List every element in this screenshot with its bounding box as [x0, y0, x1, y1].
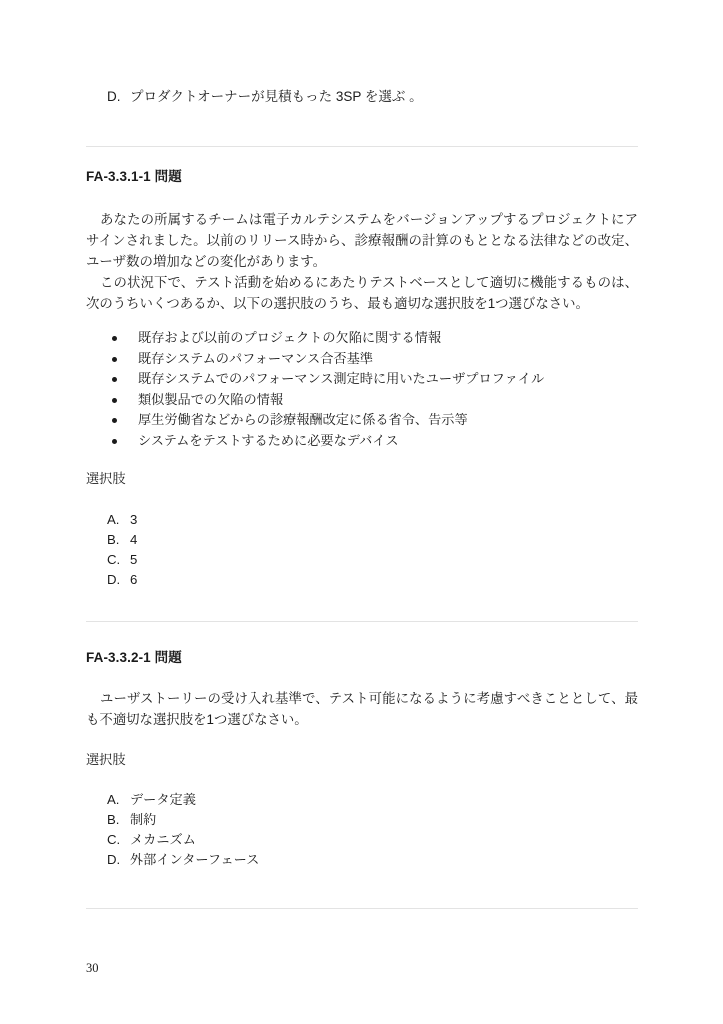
bullet-icon [112, 357, 117, 362]
choice-option-b[interactable] [107, 530, 527, 550]
question-2-paragraph-1: ユーザストーリーの受け入れ基準で、テスト可能になるように考慮すべきこととして、最も不適切な選択肢を1つ選びなさい。 [86, 691, 638, 727]
list-item-label: 厚生労働省などからの診療報酬改定に係る省令、告示等 [138, 412, 468, 427]
choice-option-c[interactable] [107, 550, 527, 570]
choice-label: A. [107, 792, 120, 807]
choice-text: 4 [130, 532, 138, 547]
choice-option-a[interactable] [107, 790, 527, 810]
list-item [112, 431, 632, 452]
choice-option-b[interactable] [107, 810, 527, 830]
list-item [112, 390, 632, 411]
list-item-label: システムをテストするために必要なデバイス [138, 432, 399, 448]
choice-option-a[interactable] [107, 510, 527, 530]
choice-text: 6 [130, 572, 138, 587]
question-1-body [86, 209, 638, 314]
choice-text: データ定義 [130, 792, 196, 807]
choice-option-d[interactable] [107, 570, 527, 590]
question-2-choices-label: 選択肢 [86, 752, 126, 767]
list-item-label: 類似製品での欠陥の情報 [138, 391, 284, 407]
section-divider-middle [86, 621, 638, 622]
choice-label: C. [107, 552, 121, 567]
list-item [112, 349, 632, 370]
question-1-choices-label: 選択肢 [86, 471, 126, 486]
choice-label: D. [107, 852, 121, 867]
choice-text: 外部インターフェース [130, 852, 260, 867]
list-item-label: 既存システムでのパフォーマンス測定時に用いたユーザプロファイル [138, 371, 545, 386]
question-2-body [86, 688, 638, 730]
choice-label: C. [107, 832, 121, 847]
choice-label: D. [107, 572, 121, 587]
list-item-label: 既存および以前のプロジェクトの欠陥に関する情報 [138, 330, 442, 345]
question-1-heading: FA-3.3.1-1 問題 [86, 169, 182, 184]
bullet-icon [112, 439, 117, 444]
bullet-icon [112, 336, 117, 341]
choice-text: 制約 [130, 812, 157, 827]
orphan-choice-label: D. [107, 89, 121, 104]
list-item-label: 既存システムのパフォーマンス合否基準 [138, 350, 373, 366]
bullet-icon [112, 398, 117, 403]
choice-label: B. [107, 532, 120, 547]
question-2-choice-list [107, 790, 527, 870]
question-2-heading: FA-3.3.2-1 問題 [86, 650, 182, 665]
section-divider-top [86, 146, 638, 147]
choice-text: 3 [130, 512, 138, 527]
question-1-paragraph-1: あなたの所属するチームは電子カルテシステムをバージョンアップするプロジェクトにアサインされました。以前のリリース時から、診療報酬の計算のもととなる法律などの改定、ユーザ数の増加などの変化があります。 [86, 212, 638, 269]
orphan-choice-item [107, 86, 423, 107]
list-item [112, 328, 632, 349]
question-1-bullet-list [112, 328, 632, 451]
list-item [112, 410, 632, 431]
choice-option-d[interactable] [107, 850, 527, 870]
choice-label: A. [107, 512, 120, 527]
choice-text: メカニズム [130, 832, 196, 847]
question-1-paragraph-2: この状況下で、テスト活動を始めるにあたりテストベースとして適切に機能するものは、次のうちいくつあるか、以下の選択肢のうち、最も適切な選択肢を1つ選びなさい。 [86, 275, 638, 311]
section-divider-bottom [86, 908, 638, 909]
list-item [112, 369, 632, 390]
page-number: 30 [86, 961, 99, 975]
choice-option-c[interactable] [107, 830, 527, 850]
choice-label: B. [107, 812, 120, 827]
bullet-icon [112, 377, 117, 382]
question-1-choice-list [107, 510, 527, 590]
orphan-choice-text: プロダクトオーナーが見積もった 3SP を選ぶ 。 [130, 89, 423, 104]
bullet-icon [112, 418, 117, 423]
choice-text: 5 [130, 552, 138, 567]
